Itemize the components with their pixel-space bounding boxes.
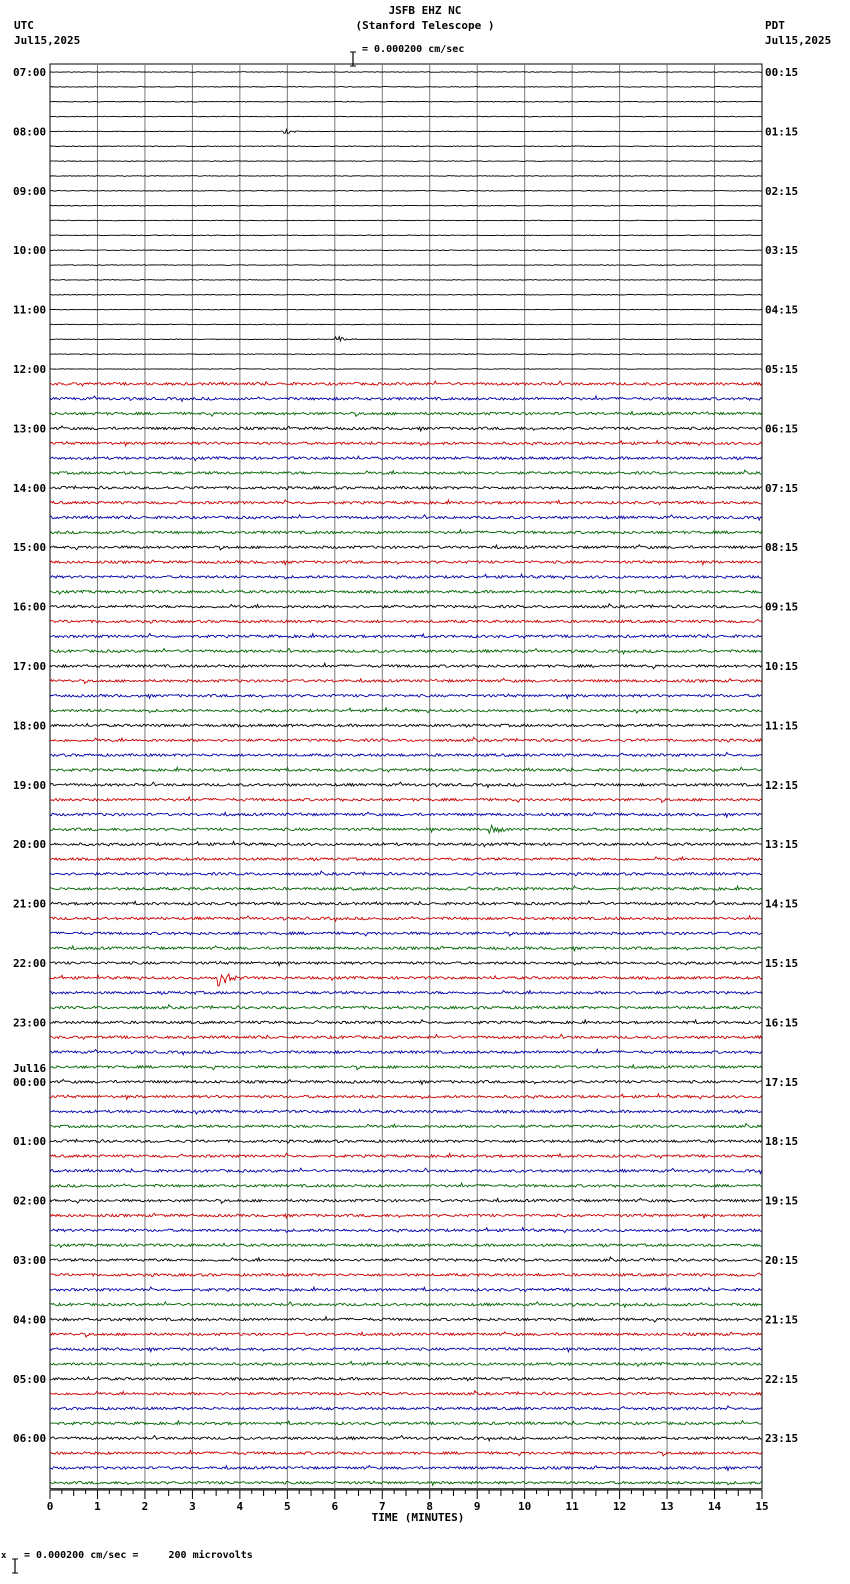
trace-row [50,694,762,698]
trace-row [50,1139,762,1143]
trace-row [50,1450,762,1456]
x-tick-label: 6 [331,1500,339,1513]
footer-scale-bar-icon [11,1545,19,1581]
left-hour-label: 22:00 [13,957,47,970]
trace-row [50,1213,762,1218]
right-hour-label: 20:15 [765,1254,799,1267]
right-hour-label: 22:15 [765,1372,799,1386]
right-hour-label: 16:15 [765,1016,799,1030]
trace-row [50,857,762,861]
trace-row [50,369,762,370]
trace-row [50,782,762,787]
right-hour-label: 23:15 [765,1432,799,1446]
right-hour-label: 04:15 [765,303,799,317]
trace-row [50,1183,762,1187]
trace-row [50,1406,762,1410]
footer-scale-label: = 0.000200 cm/sec = 200 microvolts [24,1550,253,1561]
trace-row [50,1361,762,1366]
trace-row [50,560,762,565]
right-hour-label: 12:15 [765,778,799,792]
trace-row [50,411,762,416]
x-tick-label: 8 [426,1500,434,1513]
trace-row [50,220,762,221]
left-hour-label: 18:00 [13,719,47,733]
trace-row [50,1198,762,1203]
right-hour-label: 13:15 [765,838,799,852]
right-hour-label: 11:15 [765,719,799,733]
right-hour-label: 07:15 [765,481,799,495]
trace-row [50,1421,762,1426]
telescope-title: (Stanford Telescope ) [355,19,495,32]
right-hour-label: 00:15 [765,66,799,79]
scale-label: = 0.000200 cm/sec [362,44,465,55]
left-hour-label: 01:00 [13,1135,47,1149]
trace-row [50,825,762,833]
x-tick-label: 5 [284,1500,291,1513]
trace-row [50,426,762,431]
trace-row [50,235,762,236]
trace-row [50,72,762,73]
trace-row [50,708,762,713]
trace-row [50,250,762,251]
x-tick-label: 15 [755,1500,769,1513]
trace-row [50,946,762,951]
station-title: JSFB EHZ NC [388,4,462,17]
trace-row [50,515,762,520]
x-tick-label: 9 [473,1500,481,1513]
trace-row [50,841,762,846]
trace-row [50,1005,762,1010]
left-hour-label: 20:00 [13,838,47,852]
left-hour-label: 14:00 [13,481,47,495]
left-hour-label: 05:00 [13,1372,47,1386]
right-hour-label: 14:15 [765,897,799,911]
right-hour-label: 17:15 [765,1075,799,1089]
trace-row [50,604,762,608]
trace-row [50,752,762,756]
trace-row [50,886,762,890]
trace-row [50,265,762,266]
trace-row [50,1332,762,1337]
left-hour-label: 15:00 [13,541,47,555]
trace-row [50,797,762,803]
left-hour-label: 21:00 [13,897,47,911]
trace-row [50,1153,762,1158]
footer-marker: x [1,1551,7,1561]
trace-row [50,812,762,817]
x-tick-label: 3 [189,1500,196,1513]
left-hour-label: 02:00 [13,1194,47,1208]
left-hour-label: 04:00 [13,1313,47,1327]
left-hour-label: 23:00 [13,1016,47,1030]
left-hour-label: 00:00 [13,1075,47,1089]
trace-row [50,456,762,461]
trace-row [50,354,762,355]
trace-row [50,87,762,88]
x-tick-label: 4 [236,1500,244,1513]
trace-row [50,441,762,446]
right-hour-label: 09:15 [765,600,799,614]
trace-row [50,961,762,965]
left-date-label: Jul16 [13,1061,47,1075]
trace-row [50,871,762,876]
trace-row [50,176,762,177]
trace-row [50,294,762,295]
right-date: Jul15,2025 [765,34,832,47]
x-tick-label: 14 [707,1500,722,1513]
trace-row [50,130,762,134]
trace-row [50,205,762,206]
left-hour-label: 09:00 [13,184,47,198]
trace-row [50,146,762,147]
x-tick-label: 7 [378,1500,386,1513]
left-hour-label: 13:00 [13,422,47,436]
trace-row [50,1243,762,1248]
trace-row [50,486,762,490]
trace-row [50,470,762,474]
right-hour-label: 21:15 [765,1313,799,1327]
trace-row [50,1094,762,1099]
x-tick-label: 12 [612,1500,627,1513]
right-hour-label: 03:15 [765,244,799,258]
trace-row [50,309,762,310]
trace-row [50,545,762,550]
right-hour-label: 01:15 [765,125,799,139]
right-hour-label: 02:15 [765,184,799,198]
left-date: Jul15,2025 [14,34,81,47]
trace-row [50,1257,762,1261]
trace-row [50,1049,762,1054]
right-hour-label: 08:15 [765,541,799,555]
left-hour-label: 11:00 [13,303,47,317]
right-hour-label: 19:15 [765,1194,799,1208]
trace-row [50,663,762,668]
trace-row [50,932,762,936]
trace-row [50,737,762,742]
left-hour-label: 03:00 [13,1254,47,1267]
trace-row [50,530,762,534]
left-hour-label: 07:00 [13,66,47,79]
trace-row [50,116,762,117]
trace-row [50,767,762,772]
x-tick-label: 2 [141,1500,149,1513]
trace-row [50,280,762,281]
trace-row [50,1110,762,1115]
trace-row [50,1079,762,1084]
trace-row [50,1228,762,1233]
trace-row [50,1347,762,1351]
trace-row [50,1466,762,1471]
x-tick-label: 13 [660,1500,674,1513]
trace-row [50,1377,762,1381]
trace-row [50,723,762,727]
trace-row [50,1481,762,1485]
trace-row [50,974,762,986]
right-timezone: PDT [765,19,785,32]
x-tick-label: 0 [46,1500,54,1513]
trace-row [50,1302,762,1307]
trace-row [50,634,762,639]
right-hour-label: 05:15 [765,363,799,376]
trace-row [50,1273,762,1277]
trace-row [50,648,762,653]
left-hour-label: 10:00 [13,244,47,258]
x-axis-title: TIME (MINUTES) [371,1511,465,1524]
trace-row [50,191,762,192]
trace-row [50,1436,762,1441]
trace-row [50,337,762,341]
trace-row [50,620,762,624]
trace-row [50,381,762,386]
right-hour-label: 18:15 [765,1135,799,1149]
trace-row [50,161,762,162]
left-hour-label: 08:00 [13,125,47,139]
x-tick-label: 11 [565,1500,579,1513]
trace-row [50,396,762,401]
trace-row [50,1168,762,1173]
left-hour-label: 17:00 [13,660,47,673]
trace-row [50,1065,762,1070]
x-tick-label: 10 [518,1500,532,1513]
left-hour-label: 06:00 [13,1432,47,1446]
trace-row [50,1391,762,1396]
left-hour-label: 12:00 [13,363,47,376]
left-hour-label: 16:00 [13,600,47,614]
right-hour-label: 10:15 [765,660,799,673]
x-tick-label: 1 [94,1500,101,1513]
trace-row [50,574,762,579]
trace-row [50,679,762,684]
trace-row [50,590,762,595]
trace-row [50,916,762,921]
trace-row [50,101,762,102]
trace-row [50,324,762,325]
left-timezone: UTC [14,19,34,32]
trace-row [50,1020,762,1024]
right-hour-label: 06:15 [765,422,799,436]
trace-row [50,1317,762,1322]
trace-row [50,991,762,995]
trace-row [50,1035,762,1040]
right-hour-label: 15:15 [765,957,799,970]
trace-row [50,901,762,906]
trace-row [50,500,762,505]
trace-row [50,1124,762,1128]
left-hour-label: 19:00 [13,778,47,792]
trace-row [50,1287,762,1292]
